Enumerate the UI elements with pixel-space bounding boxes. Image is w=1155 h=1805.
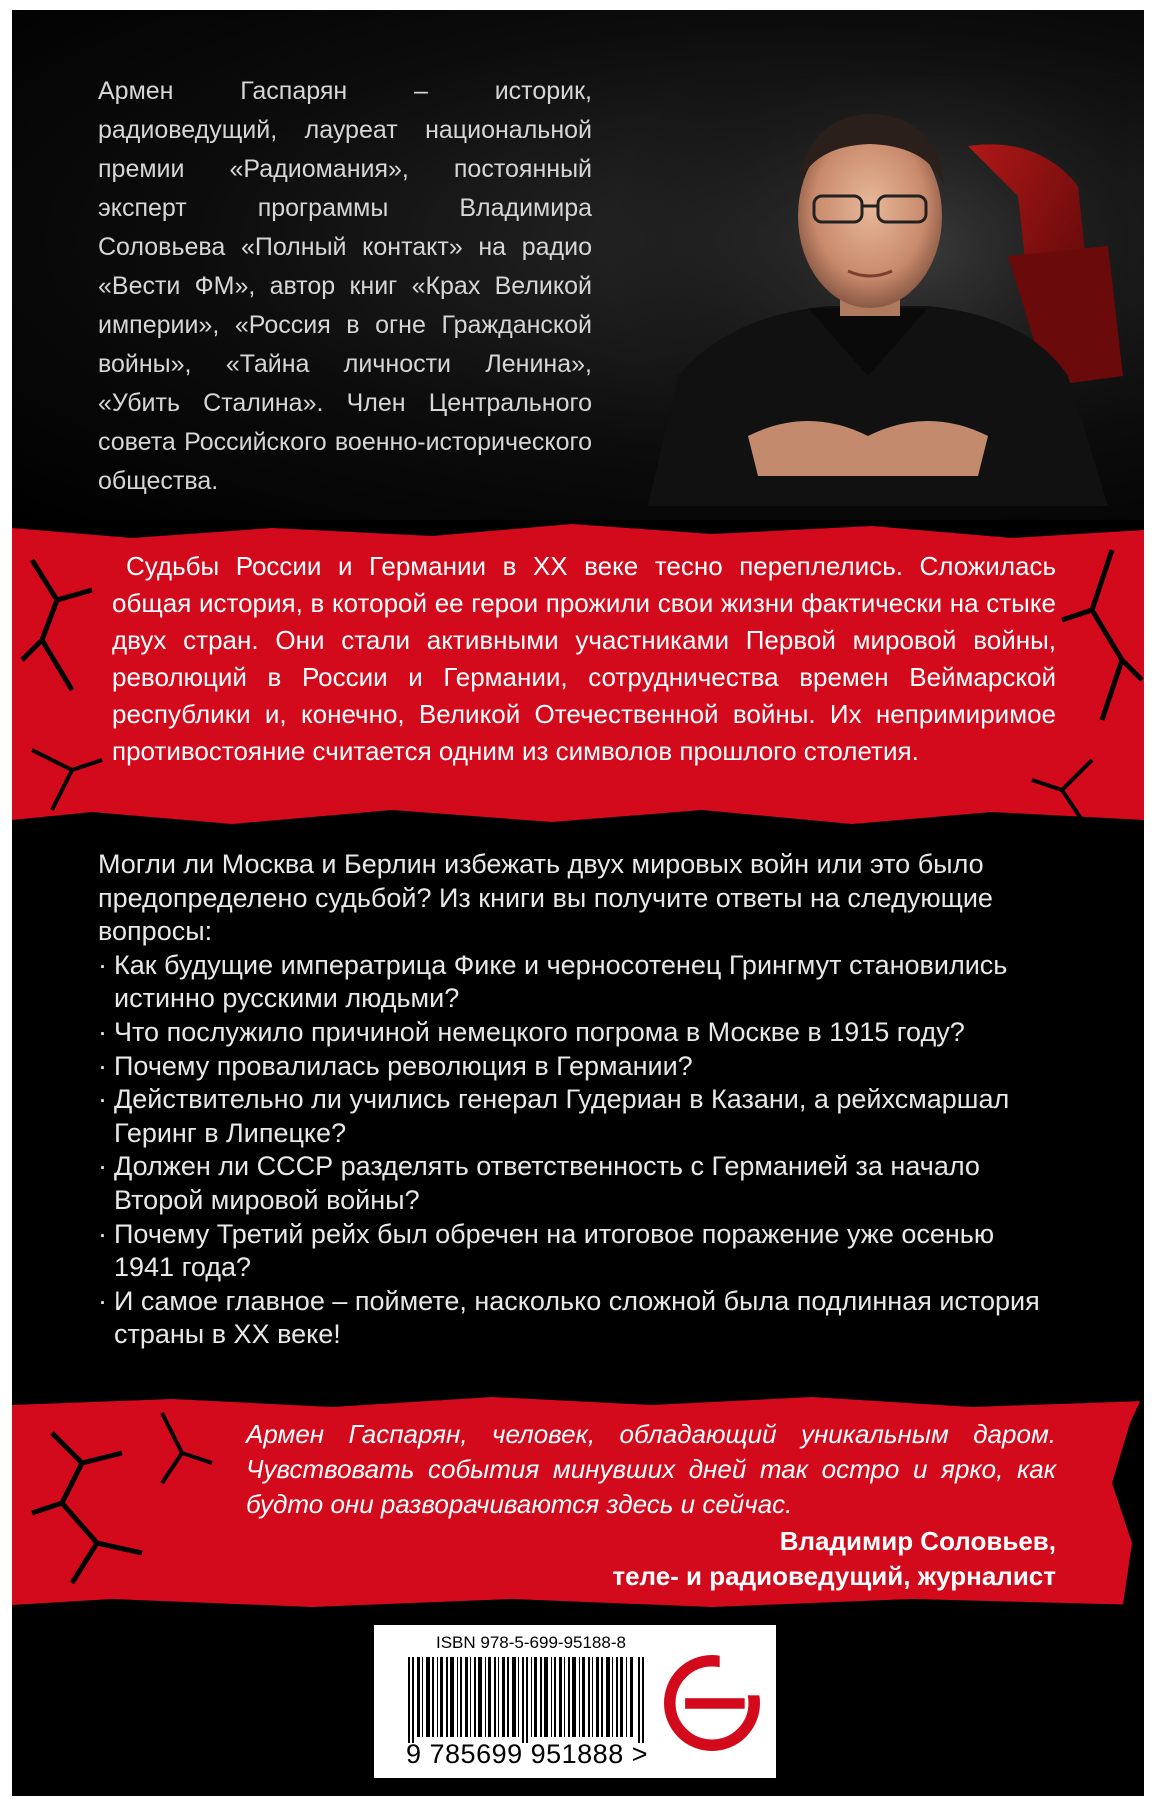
- bullet: ·: [98, 1285, 107, 1316]
- question-text: И самое главное – поймете, насколько сложной была подлинная история страны в XX веке!: [114, 1285, 1040, 1350]
- bullet: ·: [98, 1218, 107, 1249]
- question-text: Действительно ли учились генерал Гудериан в Казани, а рейхсмаршал Геринг в Липецке?: [114, 1084, 1010, 1148]
- barcode-icon: [408, 1657, 648, 1743]
- list-item: [98, 1050, 1058, 1084]
- author-bio: Армен Гаспарян – историк, радиоведущий, лауреат национальной премии «Радиомания», постоянный эксперт программы Владимира Соловьева «Полный контакт» на радио «Вести ФМ», автор книг «Крах Великой империи», «Россия в огне Гражданской войны», «Тайна личности Ленина», «Убить Сталина». Член Центрального совета Российского военно-исторического общества.: [98, 77, 592, 495]
- question-text: Как будущие императрица Фике и черносотенец Грингмут становились истинно русскими людьми?: [114, 949, 1008, 1014]
- list-item: [98, 949, 1058, 1016]
- book-summary: Судьбы России и Германии в XX веке тесно переплелись. Сложилась общая история, в которой ее герои прожили свои жизни фактически на стыке двух стран. Они стали активными участниками Первой мировой войны, революций в России и Германии, сотрудничества времен Веймарской республики и, конечно, Великой Отечественной войны. Их непримиримое противостояние считается одним из символов прошлого столетия.: [112, 551, 1056, 766]
- quote-author: Владимир Соловьев,: [779, 1526, 1056, 1556]
- questions-list: [98, 949, 1058, 1352]
- summary-band: [12, 520, 1144, 832]
- review-quote: Армен Гаспарян, человек, обладающий уникальным даром. Чувствовать события минувших дней так остро и ярко, как будто они разворачиваются здесь и сейчас.: [246, 1419, 1056, 1519]
- isbn-label: ISBN 978-5-699-95188-8: [436, 1633, 626, 1652]
- book-back-cover: [12, 10, 1144, 1796]
- author-portrait-photo: [608, 76, 1128, 506]
- questions-intro: Могли ли Москва и Берлин избежать двух мировых войн или это было предопределено судьбой? Из книги вы получите ответы на следующие вопросы:: [98, 849, 993, 947]
- list-item: [98, 1218, 1058, 1285]
- quote-author-title: теле- и радиоведущий, журналист: [612, 1561, 1056, 1591]
- barcode-digits: 9 785699 951888 >: [406, 1739, 648, 1769]
- question-text: Почему провалилась революция в Германии?: [114, 1050, 693, 1081]
- isbn-barcode-box: [374, 1625, 776, 1778]
- eksmo-logo-icon: [664, 1653, 760, 1753]
- list-item: [98, 1083, 1058, 1150]
- list-item: [98, 1150, 1058, 1217]
- bullet: ·: [98, 1050, 107, 1081]
- bullet: ·: [98, 949, 107, 980]
- bullet: ·: [98, 1016, 107, 1047]
- question-text: Почему Третий рейх был обречен на итоговое поражение уже осенью 1941 года?: [114, 1218, 995, 1283]
- quote-band: [12, 1393, 1144, 1611]
- bullet: ·: [98, 1084, 107, 1115]
- question-text: Должен ли СССР разделять ответственность с Германией за начало Второй мировой войны?: [114, 1151, 980, 1215]
- bullet: ·: [98, 1151, 107, 1182]
- list-item: [98, 1285, 1058, 1352]
- list-item: [98, 1016, 1058, 1050]
- question-text: Что послужило причиной немецкого погрома в Москве в 1915 году?: [114, 1016, 965, 1047]
- author-section: [12, 10, 1144, 520]
- questions-section: [98, 848, 1058, 1352]
